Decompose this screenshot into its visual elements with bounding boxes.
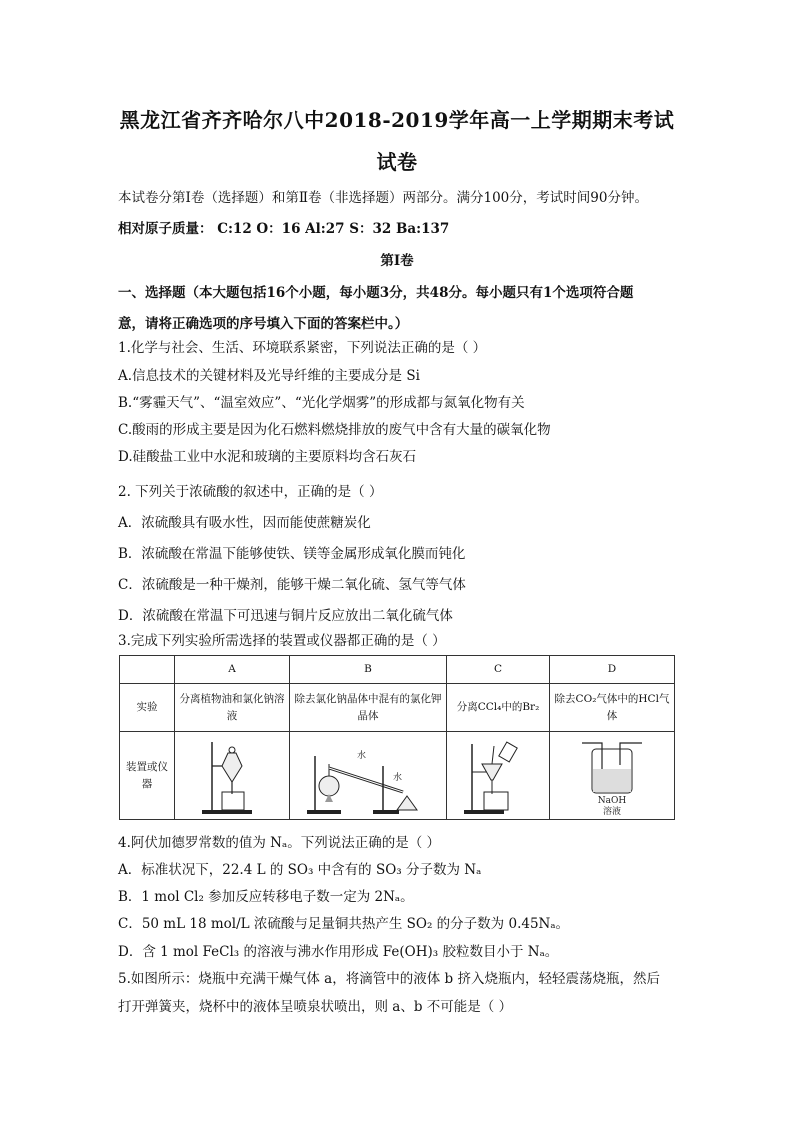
table-header-d: D xyxy=(550,656,675,684)
q4-option-b: B．1 mol Cl₂ 参加反应转移电子数一定为 2Nₐ。 xyxy=(118,889,414,905)
table-header-c: C xyxy=(447,656,550,684)
filtration-apparatus-icon xyxy=(458,736,538,816)
section1-heading: 一、选择题（本大题包括16个小题，每小题3分，共48分。每小题只有1个选项符合题 xyxy=(118,285,634,301)
row-label-apparatus: 装置或仪器 xyxy=(120,732,175,820)
q1-option-d: D.硅酸盐工业中水泥和玻璃的主要原料均含石灰石 xyxy=(118,449,417,465)
q1-option-c: C.酸雨的形成主要是因为化石燃料燃烧排放的废气中含有大量的碳氧化物 xyxy=(118,422,551,438)
q2-stem: 2. 下列关于浓硫酸的叙述中，正确的是（ ） xyxy=(118,484,383,500)
apparatus-a xyxy=(175,732,290,820)
q2-option-d: D．浓硫酸在常温下可迅速与铜片反应放出二氧化硫气体 xyxy=(118,608,453,624)
solution-label: 溶液 xyxy=(602,806,622,817)
q1-option-a: A.信息技术的关键材料及光导纤维的主要成分是 Si xyxy=(118,368,420,384)
distillation-apparatus-icon xyxy=(303,736,433,816)
intro-text: 本试卷分第Ⅰ卷（选择题）和第Ⅱ卷（非选择题）两部分。满分100分，考试时间90分钟。 xyxy=(118,190,648,206)
water-in-label: 水 xyxy=(357,750,367,761)
exam-title-line1: 黑龙江省齐齐哈尔八中2018-2019学年高一上学期期末考试 xyxy=(119,108,675,132)
row-label-experiment: 实验 xyxy=(120,684,175,732)
q1-stem: 1.化学与社会、生活、环境联系紧密，下列说法正确的是（ ） xyxy=(118,340,487,356)
experiment-c: 分离CCl₄中的Br₂ xyxy=(447,684,550,732)
gas-washing-bottle-icon xyxy=(572,735,652,817)
table-header-a: A xyxy=(175,656,290,684)
apparatus-b xyxy=(290,732,447,820)
separatory-funnel-icon xyxy=(192,736,272,816)
q5-stem-line2: 打开弹簧夹，烧杯中的液体呈喷泉状喷出，则 a、b 不可能是（ ） xyxy=(118,999,513,1015)
q2-option-c: C．浓硫酸是一种干燥剂，能够干燥二氧化硫、氢气等气体 xyxy=(118,577,466,593)
q4-stem: 4.阿伏加德罗常数的值为 Nₐ。下列说法正确的是（ ） xyxy=(118,835,440,851)
q4-option-d: D．含 1 mol FeCl₃ 的溶液与沸水作用形成 Fe(OH)₃ 胶粒数目小于 Nₐ。 xyxy=(118,944,559,960)
naoh-label: NaOH xyxy=(597,795,627,806)
table-row-experiment xyxy=(120,684,675,732)
table-header-b: B xyxy=(290,656,447,684)
apparatus-c xyxy=(447,732,550,820)
table-corner-cell xyxy=(120,656,175,684)
water-out-label: 水 xyxy=(393,772,403,783)
experiment-a: 分离植物油和氯化钠溶液 xyxy=(175,684,290,732)
atomic-mass-line: 相对原子质量： C:12 O：16 Al:27 S：32 Ba:137 xyxy=(118,221,450,237)
table-row-apparatus xyxy=(120,732,675,820)
q3-stem: 3.完成下列实验所需选择的装置或仪器都正确的是（ ） xyxy=(118,633,446,649)
q1-option-b: B.“雾霾天气”、“温室效应”、“光化学烟雾”的形成都与氮氧化物有关 xyxy=(118,395,525,411)
q3-experiment-table xyxy=(119,655,675,820)
q2-option-a: A．浓硫酸具有吸水性，因而能使蔗糖炭化 xyxy=(118,515,371,531)
q4-option-a: A．标准状况下，22.4 L 的 SO₃ 中含有的 SO₃ 分子数为 Nₐ xyxy=(118,862,482,878)
table-header-row xyxy=(120,656,675,684)
section1-heading-cont: 意，请将正确选项的序号填入下面的答案栏中。） xyxy=(118,316,409,332)
q4-option-c: C．50 mL 18 mol/L 浓硫酸与足量铜共热产生 SO₂ 的分子数为 0.45Nₐ。 xyxy=(118,916,570,932)
q5-stem-line1: 5.如图所示：烧瓶中充满干燥气体 a，将滴管中的液体 b 挤入烧瓶内，轻轻震荡烧瓶，然后 xyxy=(118,971,660,987)
experiment-b: 除去氯化钠晶体中混有的氯化钾晶体 xyxy=(290,684,447,732)
q2-option-b: B．浓硫酸在常温下能够使铁、镁等金属形成氧化膜而钝化 xyxy=(118,546,466,562)
experiment-d: 除去CO₂气体中的HCl气体 xyxy=(550,684,675,732)
exam-title-line2: 试卷 xyxy=(376,150,418,174)
apparatus-d xyxy=(550,732,675,820)
volume-title: 第Ⅰ卷 xyxy=(380,253,414,269)
